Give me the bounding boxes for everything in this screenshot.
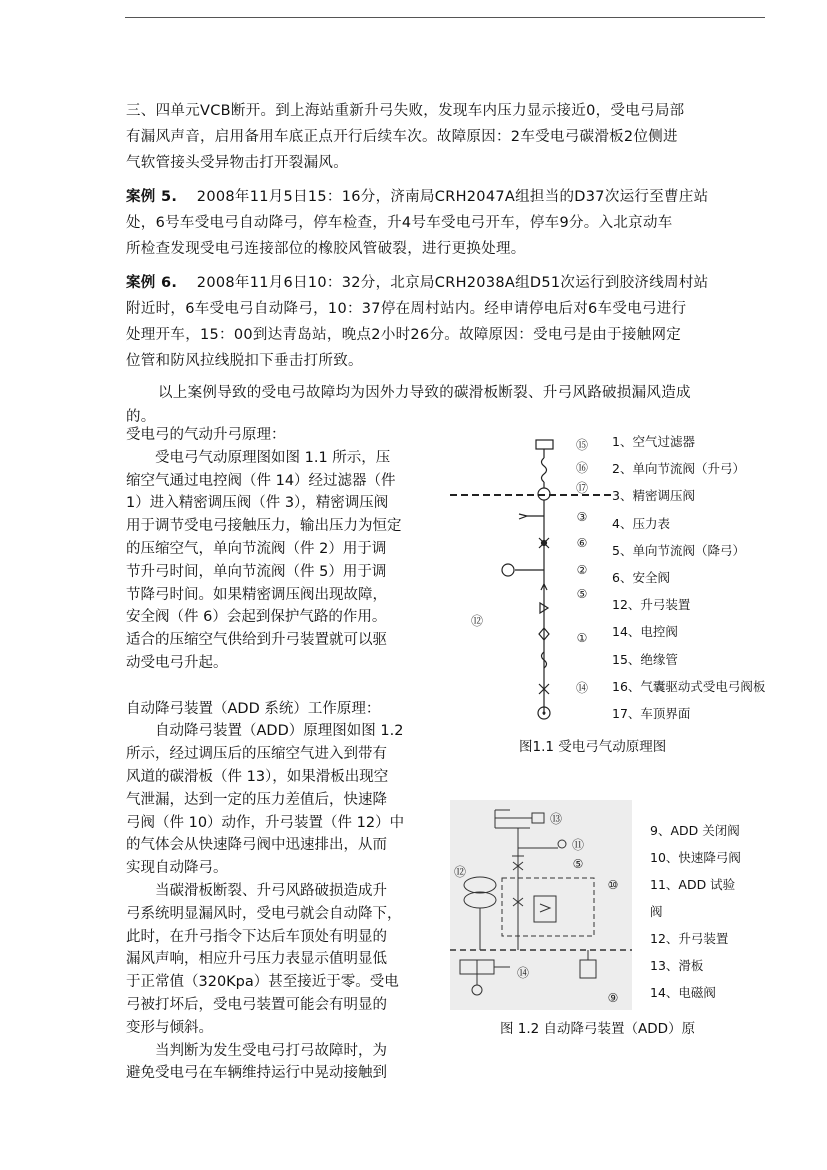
pantograph-symbol [536,440,553,449]
marker-6: ⑥ [576,536,588,550]
marker-10: ⑩ [607,878,619,892]
left-column-text [126,424,404,1085]
legend-item: 6、安全阀 [612,570,670,586]
text-line: 处，6号车受电弓自动降弓，停车检查，升4号车受电弓开车，停车9分。入北京动车 [126,215,673,231]
figure-1-1-schematic [445,430,615,730]
text-line: 当判断为发生受电弓打弓故障时，为 [126,1042,387,1059]
text-line: 缩空气通过电控阀（件 14）经过滤器（件 [126,472,396,489]
legend-item: 9、ADD 关闭阀 [650,823,740,838]
marker-13: ⑬ [549,812,563,826]
text-line: 三、四单元VCB断开。到上海站重新升弓失败，发现车内压力显示接近0，受电弓局部 [126,103,685,119]
marker-12: ⑫ [453,865,467,879]
summary-paragraph [126,381,691,429]
legend-item: 4、压力表 [612,515,670,531]
marker-3: ③ [576,510,588,524]
figure-1-2-schematic [450,800,632,1010]
section-heading: 自动降弓装置（ADD 系统）工作原理： [126,700,381,717]
legend-item: 1、空气过滤器 [612,434,695,449]
marker-12: ⑫ [470,614,484,628]
text-line: 受电弓气动原理图如图 1.1 所示，压 [126,449,391,466]
header-rule [125,17,765,18]
case-6-label: 案例 6. [126,275,178,291]
legend-item: 17、车顶界面 [612,706,691,722]
marker-2: ② [576,563,588,577]
case-5-paragraph [126,184,708,262]
text-line: 所示，经过调压后的压缩空气进入到带有 [126,746,387,763]
text-line: 2008年11月6日10：32分，北京局CRH2038A组D51次运行到胶济线周村站 [196,275,709,291]
text-line: 1）进入精密调压阀（件 3），精密调压阀 [126,495,389,512]
intro-paragraph [126,98,684,176]
legend-item: 11、ADD 试验 [650,877,736,892]
figure-1-1-caption: 图1.1 受电弓气动原理图 [519,739,667,755]
case-6-paragraph [126,270,708,374]
marker-11: ⑪ [571,838,585,852]
text-line: 节降弓时间。如果精密调压阀出现故障， [126,586,387,603]
text-line: 的压缩空气，单向节流阀（件 2）用于调 [126,540,387,557]
legend-item: 10、快速降弓阀 [650,850,741,865]
text-line: 安全阀（件 6）会起到保护气路的作用。 [126,609,387,626]
case-5-label: 案例 5. [126,189,178,205]
marker-14: ⑭ [575,681,589,695]
legend-item: 15、绝缘管 [612,651,678,667]
pressure-gauge-symbol [519,514,527,519]
legend-item: 2、单向节流阀（升弓） [612,461,745,477]
legend-item: 13、滑板 [650,958,704,973]
text-line: 2008年11月5日15：16分，济南局CRH2047A组担当的D37次运行至曹庄站 [196,189,709,205]
text-line: 漏风声响，相应升弓压力表显示值明显低 [126,951,387,968]
text-line: 的。 [126,409,156,425]
legend-item: 14、电磁阀 [650,985,716,1000]
legend-item: 16、气囊驱动式受电弓阀板 [612,678,766,694]
text-line: 此时，在升弓指令下达后车顶处有明显的 [126,928,387,945]
text-line: 有漏风声音，启用备用车底正点开行后续车次。故障原因：2车受电弓碳滑板2位侧进 [126,129,678,145]
text-line: 当碳滑板断裂、升弓风路破损造成升 [126,882,387,899]
section-heading: 受电弓的气动升弓原理： [126,427,286,443]
marker-16: ⑯ [575,461,589,475]
text-line: 风道的碳滑板（件 13），如果滑板出现空 [126,768,389,785]
legend-item: 阀 [650,904,663,919]
legend-item: 3、精密调压阀 [612,488,695,504]
text-line: 附近时，6车受电弓自动降弓，10：37停在周村站内。经申请停电后对6车受电弓进行 [126,301,687,317]
marker-5: ⑤ [572,857,584,871]
marker-9: ⑨ [607,991,619,1005]
marker-15: ⑮ [575,438,589,452]
text-line: 动受电弓升起。 [126,654,228,671]
legend-item: 12、升弓装置 [612,597,691,613]
figure-1-1-legend [612,428,765,727]
legend-item: 12、升弓装置 [650,931,729,946]
figure-1-2-caption: 图 1.2 自动降弓装置（ADD）原 [500,1021,696,1037]
text-line: 气泄漏，达到一定的压力差值后，快速降 [126,791,387,808]
text-line: 的气体会从快速降弓阀中迅速排出，从而 [126,837,387,854]
marker-5: ⑤ [576,587,588,601]
text-line: 节升弓时间，单向节流阀（件 5）用于调 [126,563,387,580]
marker-1: ① [576,631,588,645]
text-line: 弓被打坏后，受电弓装置可能会有明显的 [126,996,387,1013]
text-line: 实现自动降弓。 [126,860,228,877]
text-line: 以上案例导致的受电弓故障均为因外力导致的碳滑板断裂、升弓风路破损漏风造成 [158,385,691,401]
marker-17: ⑰ [575,481,589,495]
text-line: 处理开车，15：00到达青岛站，晚点2小时26分。故障原因：受电弓是由于接触网定 [126,327,682,343]
text-line: 变形与倾斜。 [126,1019,213,1036]
blank-line [126,675,404,698]
text-line: 弓阀（件 10）动作，升弓装置（件 12）中 [126,814,405,831]
text-line: 所检查发现受电弓连接部位的橡胶风管破裂，进行更换处理。 [126,241,526,257]
text-line: 自动降弓装置（ADD）原理图如图 1.2 [126,723,404,740]
text-line: 适合的压缩空气供给到升弓装置就可以驱 [126,632,387,649]
legend-item: 14、电控阀 [612,624,678,640]
text-line: 用于调节受电弓接触压力，输出压力为恒定 [126,518,402,535]
text-line: 于正常值（320Kpa）甚至接近于零。受电 [126,974,399,991]
text-line: 气软管接头受异物击打开裂漏风。 [126,155,348,171]
marker-14: ⑭ [516,966,530,980]
insulation-hose-symbol [542,458,547,482]
text-line: 弓系统明显漏风时，受电弓就会自动降下， [126,905,402,922]
figure-1-2-legend [650,817,741,1006]
safety-valve-symbol [502,564,514,576]
text-line: 避免受电弓在车辆维持运行中晃动接触到 [126,1065,387,1082]
text-line: 位管和防风拉线脱扣下垂击打所致。 [126,353,363,369]
legend-item: 5、单向节流阀（降弓） [612,542,745,558]
